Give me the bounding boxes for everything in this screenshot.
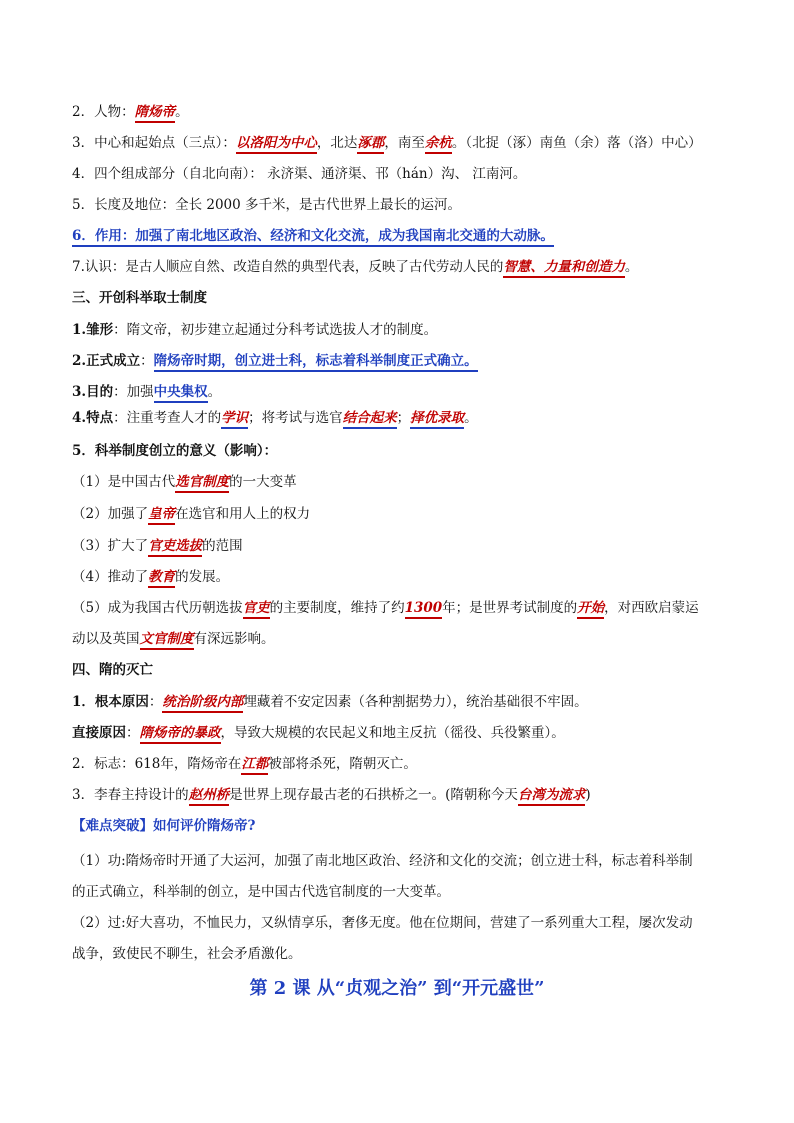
merit-line-1	[72, 851, 732, 871]
item-purpose	[72, 382, 732, 402]
key-term: 学识	[221, 410, 248, 429]
key-term: 文官制度	[140, 631, 194, 650]
key-term: 余杭	[425, 135, 452, 154]
text: 2．人物：	[72, 104, 135, 120]
text: 7.认识：是古人顺应自然、改造自然的典型代表，反映了古代劳动人民的	[72, 259, 504, 275]
key-term: 结合起来	[343, 410, 397, 429]
tag: 【难点突破】	[72, 818, 153, 834]
label: 雏形	[86, 322, 114, 338]
lesson-title: 第 2 课 从“贞观之治” 到“开元盛世”	[249, 978, 545, 999]
key-term: 隋炀帝	[135, 104, 176, 123]
key-term: 江都	[241, 756, 268, 775]
text: 2．标志：618年，隋炀帝在	[72, 756, 242, 772]
item-sign	[72, 754, 732, 774]
text: 2.	[72, 353, 87, 369]
text: 被部将杀死，隋朝灭亡。	[268, 756, 417, 772]
key-term: 皇帝	[148, 506, 175, 525]
fault-line-1	[72, 913, 732, 933]
text: ；	[396, 410, 411, 426]
key-term: 中央集权	[154, 384, 208, 403]
item-significance	[72, 441, 732, 461]
label: 目的	[86, 384, 114, 400]
key-term: 教育	[148, 569, 175, 588]
significance-2	[72, 504, 732, 524]
text: 1．	[72, 694, 95, 710]
key-term: 隋炀帝的暴政	[140, 725, 221, 744]
item-components	[72, 164, 732, 184]
text: （2）过:好大喜功，不恤民力，又纵情享乐，奢侈无度。他在位期间，营建了一系列重大工程，屡次发动	[72, 915, 693, 931]
section-heading	[72, 660, 732, 680]
label: 根本原因	[94, 694, 149, 710]
text: 3．李春主持设计的	[72, 787, 189, 803]
item-center	[72, 133, 732, 153]
text: 是世界上现存最古老的石拱桥之一。(隋朝称今天	[229, 787, 518, 803]
text: 的发展。	[175, 569, 230, 585]
item-features	[72, 408, 732, 428]
text: 在选官和用人上的权力	[175, 506, 311, 522]
key-term: 统治阶级内部	[162, 694, 243, 713]
text: 的主要制度，维持了约	[269, 600, 405, 616]
item-length	[72, 195, 732, 215]
text: ：隋文帝，初步建立起通过分科考试选拔人才的制度。	[113, 322, 438, 338]
key-term: 选官制度	[175, 474, 229, 493]
key-term: 智慧、力量和创造力	[503, 259, 625, 278]
text: 有深远影响。	[193, 631, 275, 647]
text: 。	[464, 410, 478, 426]
key-sentence: 隋炀帝时期，创立进士科，标志着科举制度正式确立。	[154, 353, 478, 372]
significance-5-cont	[72, 629, 732, 649]
item-root-cause	[72, 692, 732, 712]
text: 3.	[72, 384, 87, 400]
text: （5）成为我国古代历朝选拔	[72, 600, 243, 616]
item-bridge	[72, 785, 732, 805]
text: ：	[126, 725, 140, 741]
label: 正式成立	[86, 353, 141, 369]
text: （1）是中国古代	[72, 474, 176, 490]
text: )	[585, 787, 591, 803]
key-term: 赵州桥	[189, 787, 230, 806]
key-term: 1300	[405, 600, 443, 619]
text: 5．长度及地位：全长 2000 多千米，是古代世界上最长的运河。	[72, 197, 462, 213]
item-person	[72, 102, 732, 122]
text: ：	[148, 694, 163, 710]
text: 。	[175, 104, 189, 120]
text: ：	[140, 353, 154, 369]
key-term: 涿郡	[357, 135, 384, 154]
heading-text: 三、开创科举取士制度	[72, 290, 207, 306]
section-heading	[72, 288, 732, 308]
key-term: 开始	[577, 600, 604, 619]
text: 。（北捉（涿）南鱼（余）落（洛）中心）	[451, 135, 702, 151]
merit-line-2	[72, 882, 732, 902]
text: ：注重考查人才的	[113, 410, 222, 426]
item-function	[72, 226, 732, 246]
key-term: 以洛阳为中心	[236, 135, 317, 154]
text: 埋藏着不安定因素（各种割据势力），统治基础很不牢固。	[243, 694, 588, 710]
significance-3	[72, 536, 732, 556]
text: （4）推动了	[72, 569, 149, 585]
text: 的范围	[202, 538, 243, 554]
item-prototype	[72, 320, 732, 340]
key-sentence: 6．作用：加强了南北地区政治、经济和文化交流，成为我国南北交通的大动脉。	[72, 228, 554, 247]
text: 4．四个组成部分（自北向南）： 永济渠、通济渠、邗（hán）沟、 江南河。	[72, 166, 527, 182]
text: 年；是世界考试制度的	[442, 600, 578, 616]
difficulty-heading	[72, 816, 732, 836]
key-term: 择优录取	[410, 410, 464, 429]
text: ：加强	[113, 384, 154, 400]
significance-1	[72, 472, 732, 492]
label: 直接原因	[72, 725, 126, 741]
text: 。	[207, 384, 222, 400]
text: 5．科举制度创立的意义（影响）：	[72, 443, 278, 459]
text: 3．中心和起始点（三点）：	[72, 135, 236, 151]
text: ，导致大规模的农民起义和地主反抗（徭役、兵役繁重）。	[220, 725, 565, 741]
text: （1）功:隋炀帝时开通了大运河，加强了南北地区政治、经济和文化的交流；创立进士科，标志着科举制	[72, 853, 693, 869]
item-recognition	[72, 257, 732, 277]
text: 4.	[72, 410, 87, 426]
item-establish	[72, 351, 732, 371]
question: 如何评价隋炀帝?	[153, 818, 256, 834]
text: （3）扩大了	[72, 538, 149, 554]
text: 1.	[72, 322, 87, 338]
key-term: 官吏选拔	[148, 538, 202, 557]
significance-4	[72, 567, 732, 587]
item-direct-cause	[72, 723, 732, 743]
text: 战争，致使民不聊生，社会矛盾激化。	[72, 946, 302, 962]
text: 的一大变革	[229, 474, 297, 490]
text: 的正式确立，科举制的创立，是中国古代选官制度的一大变革。	[72, 884, 450, 900]
label: 特点	[86, 410, 114, 426]
fault-line-2	[72, 944, 732, 964]
significance-5	[72, 598, 732, 618]
text: （2）加强了	[72, 506, 149, 522]
text: ；将考试与选官	[248, 410, 343, 426]
key-term: 官吏	[243, 600, 270, 619]
text: 动以及英国	[72, 631, 140, 647]
text: 。	[624, 259, 639, 275]
text: ，对西欧启蒙运	[604, 600, 699, 616]
heading-text: 四、隋的灭亡	[72, 662, 153, 678]
key-term: 台湾为流求	[518, 787, 586, 806]
text: ，北达	[316, 135, 358, 151]
text: ，南至	[384, 135, 425, 151]
